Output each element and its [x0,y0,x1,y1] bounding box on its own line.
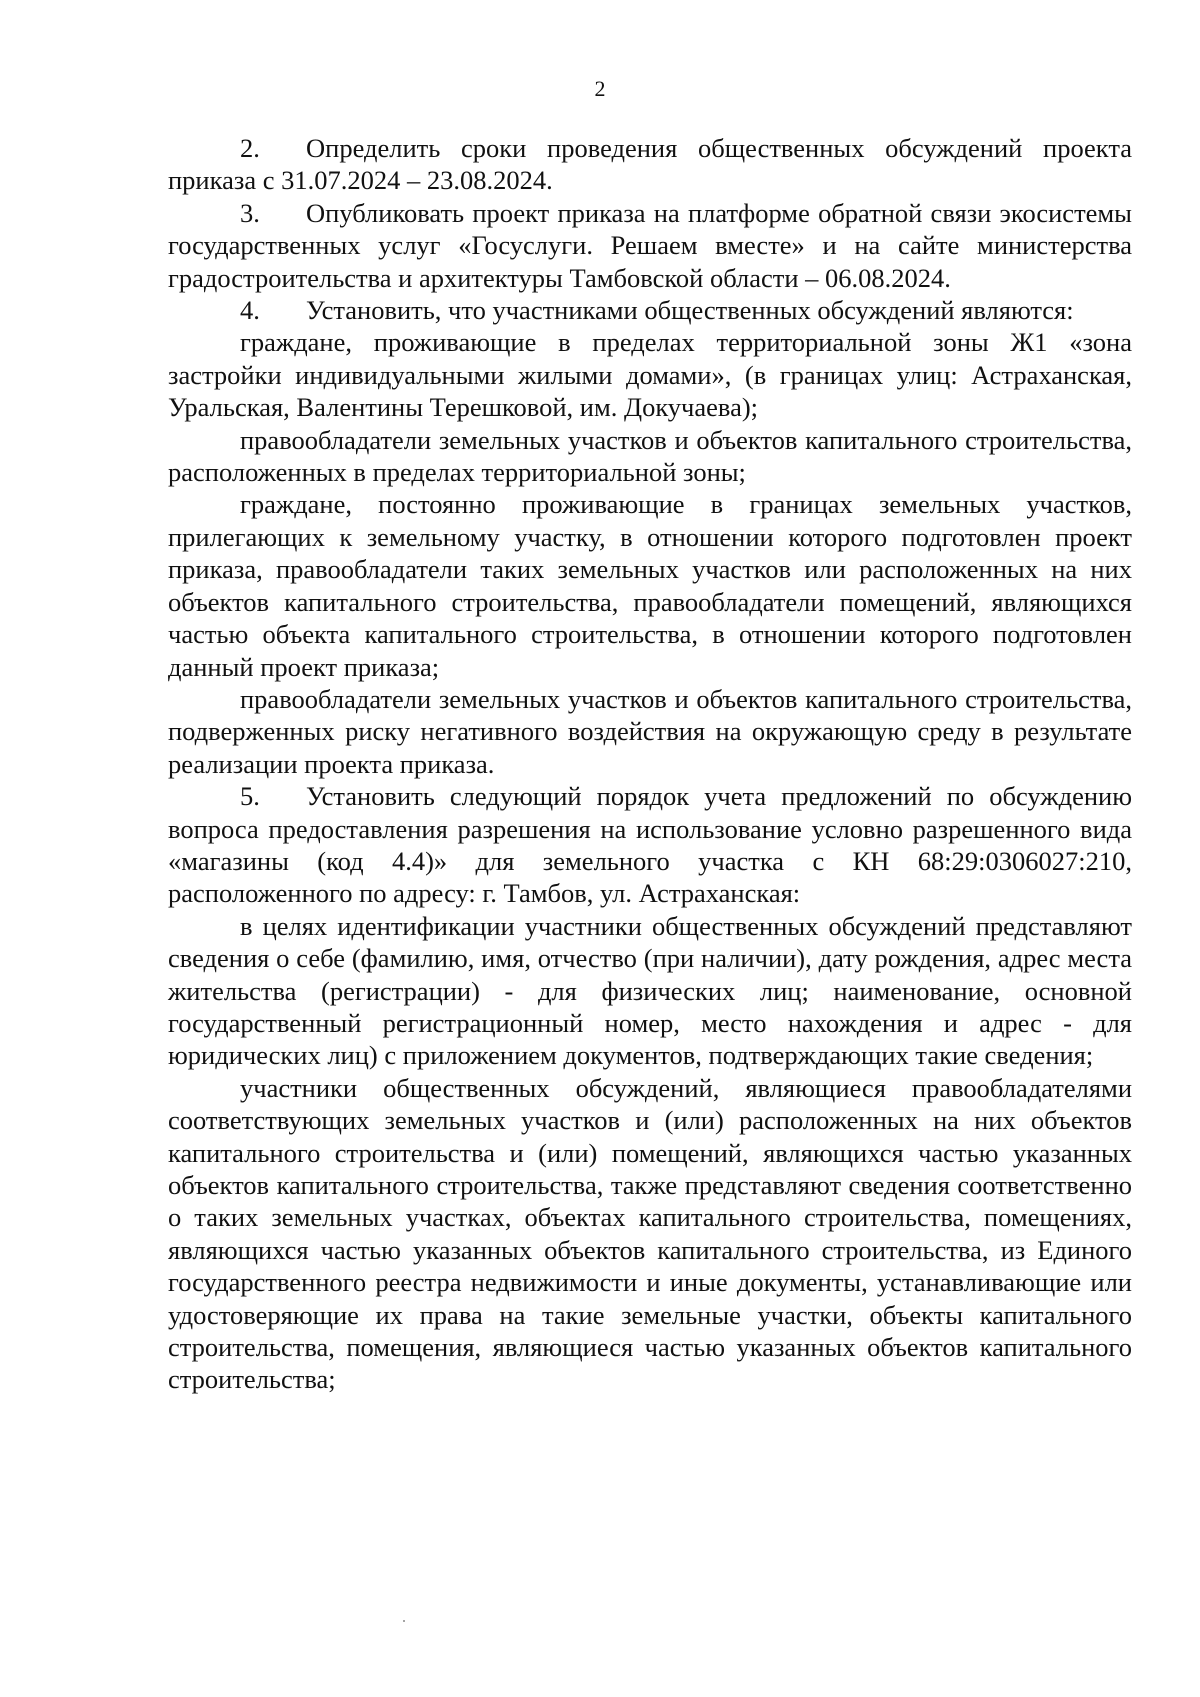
item-text: Установить следующий порядок учета предложений по обсуждению вопроса предоставления разрешения на использование условно разрешенного вида «магазины (код 4.4)» для земельного участка с КН 68:29:0306027:210, расположенного по адресу: г. Тамбов, ул. Астраханская: [168,781,1132,909]
item-number: 2. [240,133,260,163]
page-number: 2 [594,76,606,101]
document-body [168,132,1132,1396]
paragraph: граждане, проживающие в пределах территориальной зоны Ж1 «зона застройки индивидуальными жилыми домами», (в границах улиц: Астраханская, Уральская, Валентины Терешковой, им. Докучаева); [168,327,1132,423]
paragraph: правообладатели земельных участков и объектов капитального строительства, расположенных в пределах территориальной зоны; [168,424,1132,488]
item-text: Опубликовать проект приказа на платформе обратной связи экосистемы государственных услуг «Госуслуги. Решаем вместе» и на сайте министерства градостроительства и архитектуры Тамбовской области – 06.08.2024. [168,197,1132,293]
item-2 [168,132,1132,197]
paragraph: правообладатели земельных участков и объектов капитального строительства, подверженных риску негативного воздействия на окружающую среду в результате реализации проекта приказа. [168,683,1132,779]
paragraph: участники общественных обсуждений, являющиеся правообладателями соответствующих земельных участков и (или) расположенных на них объектов капитального строительства и (или) помещений, являющихся частью указанных объектов капитального строительства, также представляют сведения соответственно о таких земельных участках, объектах капитального строительства, помещениях, являющихся частью указанных объектов капитального строительства, из Единого государственного реестра недвижимости и иные документы, устанавливающие или удостоверяющие их права на такие земельные участки, объекты капитального строительства, помещения, являющиеся частью указанных объектов капитального строительства; [168,1072,1132,1395]
item-number: 4. [240,295,260,326]
item-5 [168,780,1132,910]
item-text: Определить сроки проведения общественных обсуждений проекта приказа с 31.07.2024 – 23.08.2024. [168,133,1132,196]
paragraph: в целях идентификации участники общественных обсуждений представляют сведения о себе (фамилию, имя, отчество (при наличии), дату рождения, адрес места жительства (регистрации) - для физических лиц; наименование, основной государственный регистрационный номер, место нахождения и адрес - для юридических лиц) с приложением документов, подтверждающих такие сведения; [168,910,1132,1071]
item-text: Установить, что участниками общественных обсуждений являются: [306,295,1074,326]
item-4 [168,294,1132,326]
item-3 [168,197,1132,294]
paragraph: граждане, постоянно проживающие в границах земельных участков, прилегающих к земельному участку, в отношении которого подготовлен проект приказа, правообладатели таких земельных участков или расположенных на них объектов капитального строительства, правообладатели помещений, являющихся частью объекта капитального строительства, в отношении которого подготовлен данный проект приказа; [168,489,1132,682]
item-number: 5. [240,781,260,812]
scan-speck [403,1620,405,1622]
item-number: 3. [240,197,260,228]
